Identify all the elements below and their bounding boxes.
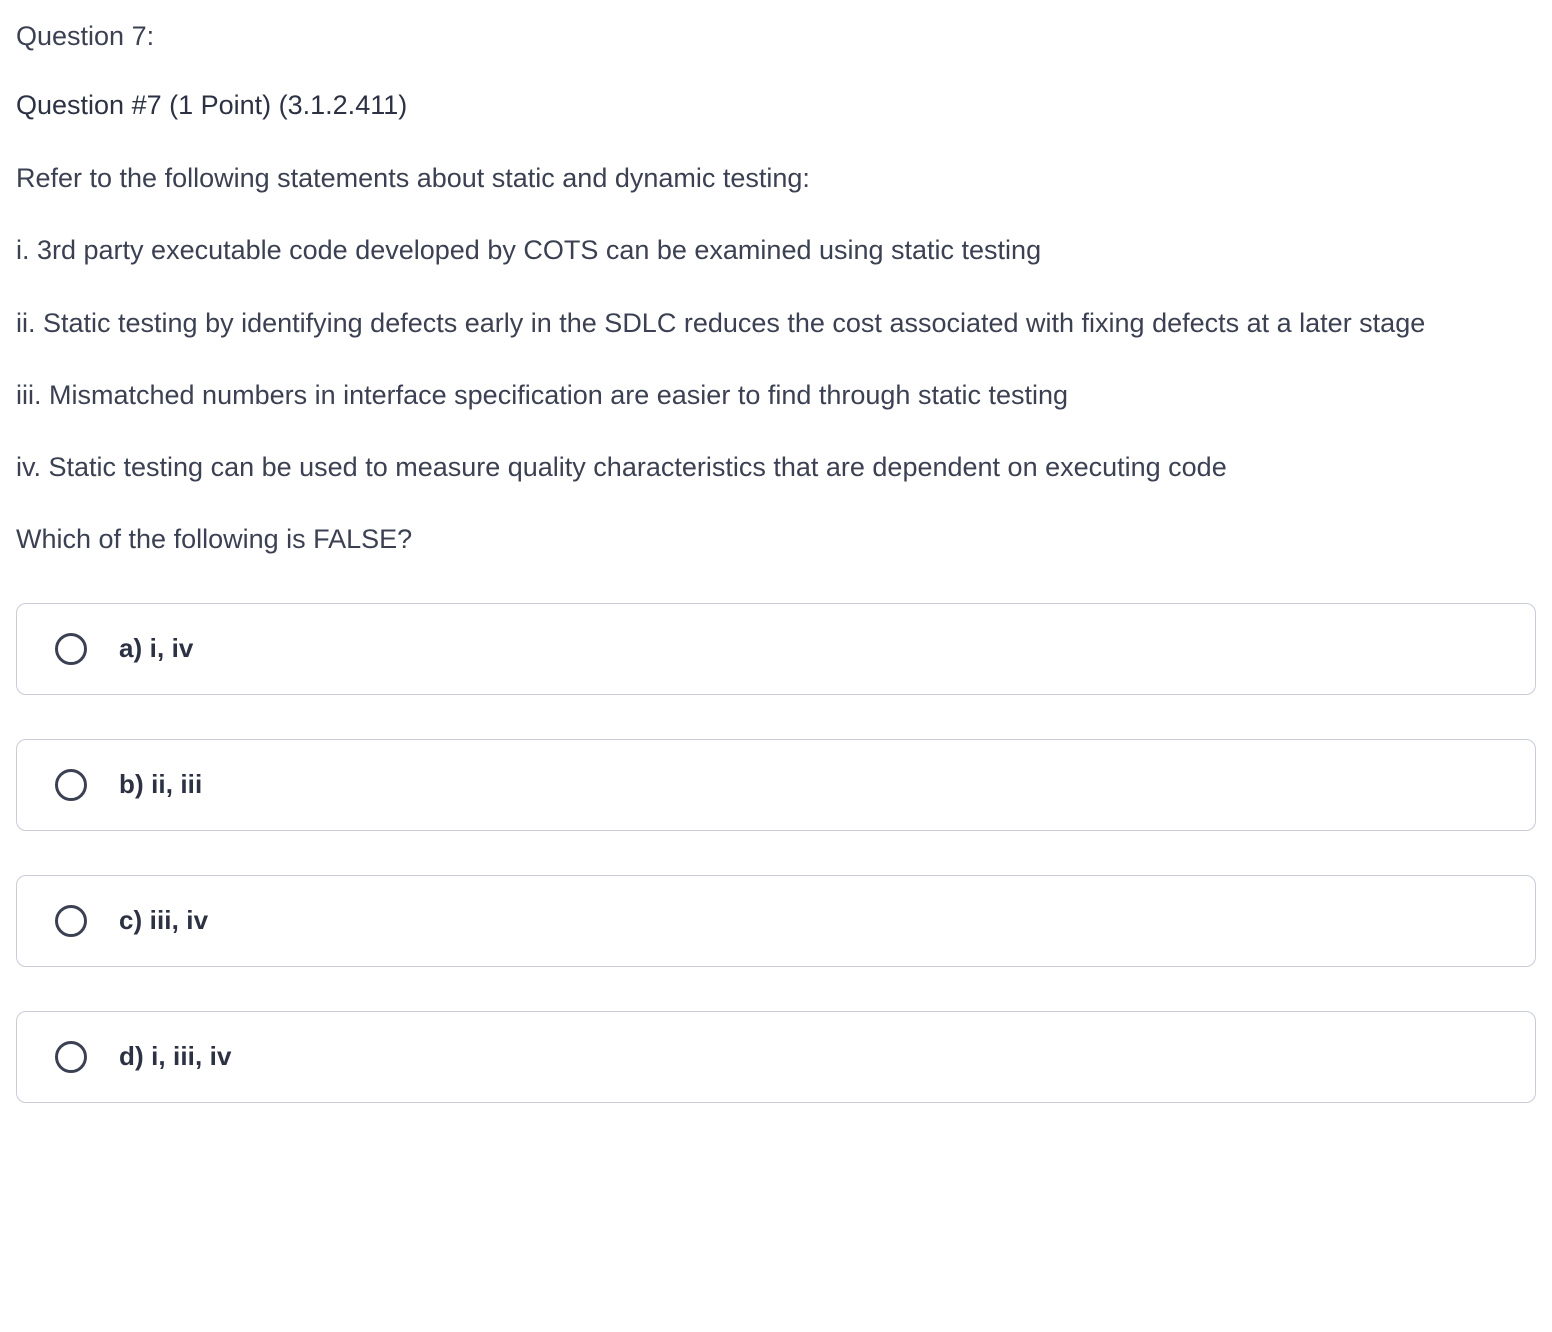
answer-options xyxy=(16,603,1536,1103)
question-title: Question #7 (1 Point) (3.1.2.411) xyxy=(16,89,408,120)
question-intro: Refer to the following statements about static and dynamic testing: xyxy=(16,162,810,193)
radio-button-icon[interactable] xyxy=(55,1041,87,1073)
option-c-label: c) iii, iv xyxy=(119,905,209,936)
option-b[interactable] xyxy=(16,739,1536,831)
option-c[interactable] xyxy=(16,875,1536,967)
radio-button-icon[interactable] xyxy=(55,905,87,937)
option-a[interactable] xyxy=(16,603,1536,695)
option-b-label: b) ii, iii xyxy=(119,769,203,800)
statement-iii: iii. Mismatched numbers in interface specification are easier to find through static testing xyxy=(16,379,1069,410)
statement-ii: ii. Static testing by identifying defects early in the SDLC reduces the cost associated with fixing defects at a later stage xyxy=(16,307,1426,338)
option-d-label: d) i, iii, iv xyxy=(119,1041,232,1072)
statement-i: i. 3rd party executable code developed by COTS can be examined using static testing xyxy=(16,235,1042,266)
radio-button-icon[interactable] xyxy=(55,769,87,801)
radio-button-icon[interactable] xyxy=(55,633,87,665)
question-prompt: Which of the following is FALSE? xyxy=(16,524,413,555)
question-number-label: Question 7: xyxy=(16,21,155,51)
statement-iv: iv. Static testing can be used to measure quality characteristics that are dependent on executing code xyxy=(16,452,1227,483)
option-d[interactable] xyxy=(16,1011,1536,1103)
option-a-label: a) i, iv xyxy=(119,633,194,664)
